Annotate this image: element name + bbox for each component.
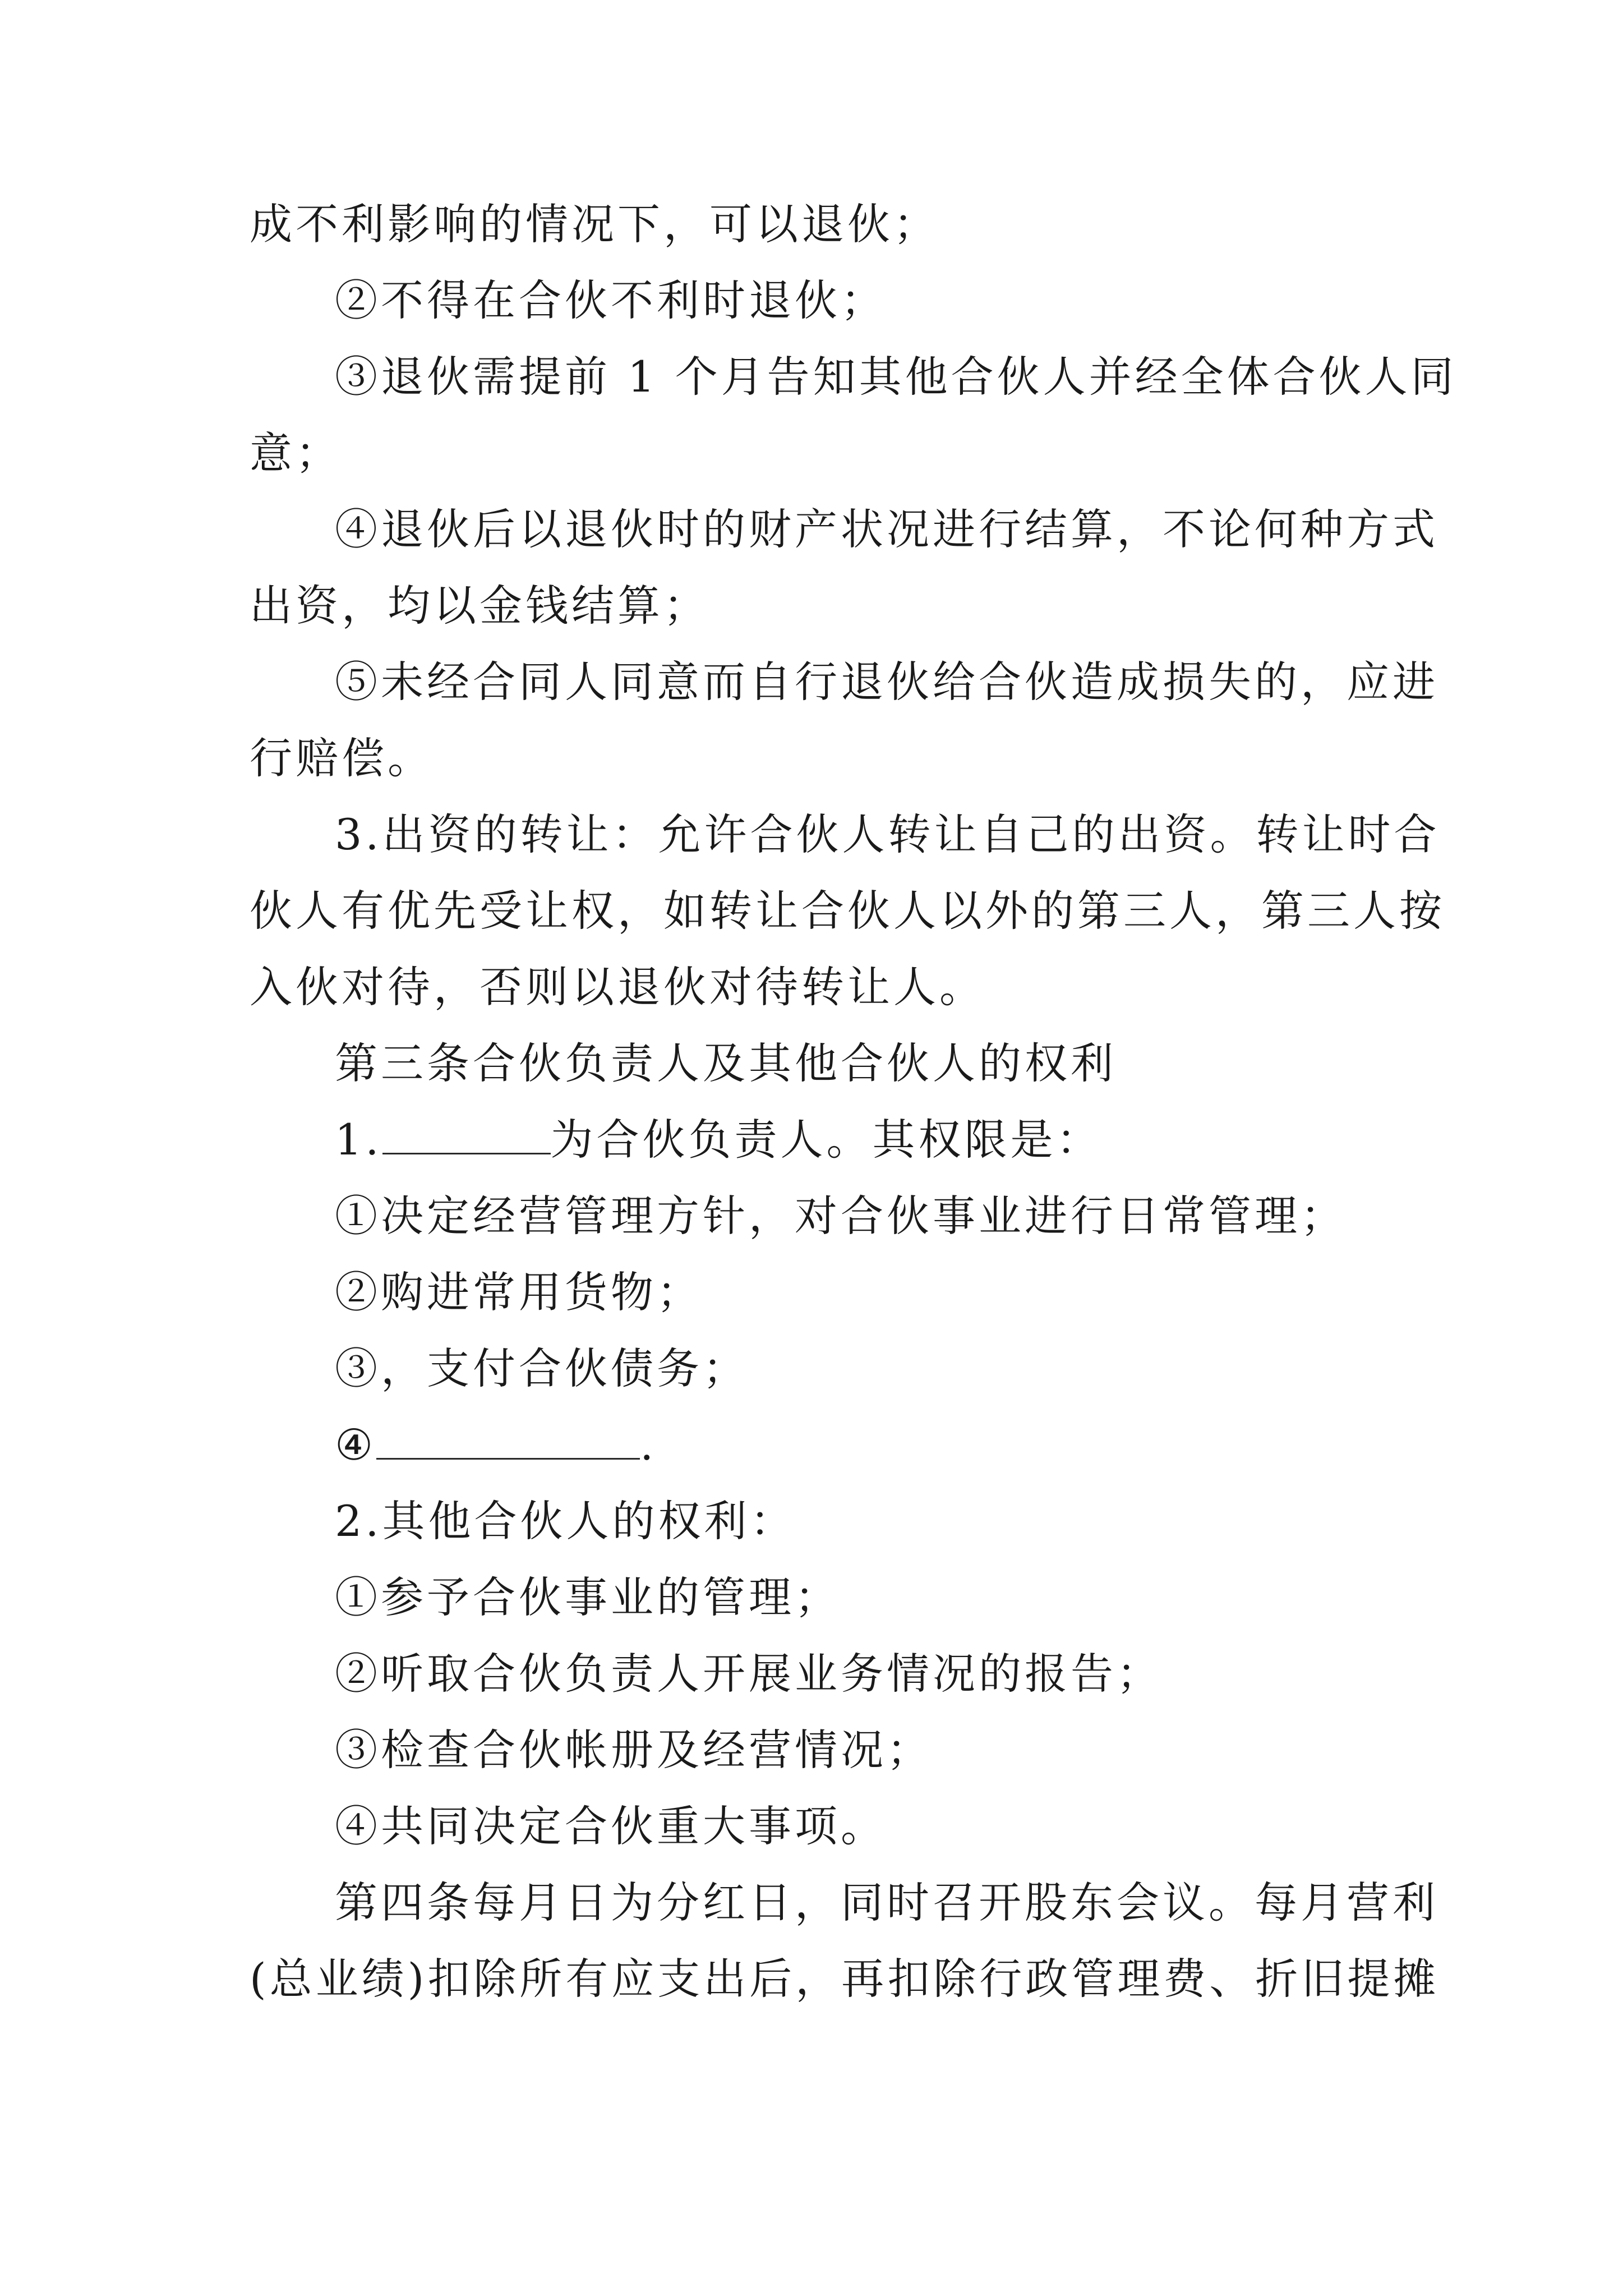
text-line: ③检查合伙帐册及经营情况；	[335, 1725, 933, 1775]
text-line: ⑤未经合同人同意而自行退伙给合伙造成损失的，应进	[335, 657, 1438, 707]
text-line: ②购进常用货物；	[335, 1267, 703, 1317]
text-line: 行赔偿。	[250, 733, 434, 783]
text-line: ③退伙需提前 1 个月告知其他合伙人并经全体合伙人同	[335, 352, 1457, 402]
line-text: 为合伙负责人。其权限是：	[550, 1115, 1103, 1165]
text-line: 出资，均以金钱结算；	[250, 581, 709, 631]
text-line-with-blank	[335, 1115, 1473, 1165]
line-prefix: ④	[335, 1420, 377, 1470]
text-line: ④共同决定合伙重大事项。	[335, 1801, 887, 1851]
fill-in-blank[interactable]	[382, 1119, 551, 1154]
line-text: .	[640, 1420, 657, 1470]
text-line: ④退伙后以退伙时的财产状况进行结算，不论何种方式	[335, 504, 1438, 554]
text-line: ①决定经营管理方针，对合伙事业进行日常管理；	[335, 1191, 1347, 1241]
text-line-with-blank	[335, 1420, 1473, 1470]
text-line: 第四条每月日为分红日，同时召开股东会议。每月营利	[335, 1878, 1438, 1927]
text-line: ②不得在合伙不利时退伙；	[335, 275, 887, 325]
text-line: 入伙对待，否则以退伙对待转让人。	[250, 962, 985, 1012]
section-heading: 第三条合伙负责人及其他合伙人的权利	[335, 1038, 1117, 1088]
text-line: 伙人有优先受让权，如转让合伙人以外的第三人，第三人按	[250, 886, 1445, 936]
text-line: 成不利影响的情况下，可以退伙；	[250, 199, 939, 249]
text-line: ③，支付合伙债务；	[335, 1343, 749, 1393]
line-prefix: 1.	[335, 1115, 382, 1165]
text-line: ①参予合伙事业的管理；	[335, 1572, 841, 1622]
fill-in-blank[interactable]	[376, 1424, 640, 1460]
text-line: 意；	[250, 428, 342, 478]
text-line: (总业绩)扣除所有应支出后，再扣除行政管理费、折旧提摊	[250, 1954, 1440, 2004]
text-line: ②听取合伙负责人开展业务情况的报告；	[335, 1649, 1163, 1699]
text-line: 3.出资的转让：允许合伙人转让自己的出资。转让时合	[335, 809, 1440, 859]
text-line: 2.其他合伙人的权利：	[335, 1496, 796, 1546]
